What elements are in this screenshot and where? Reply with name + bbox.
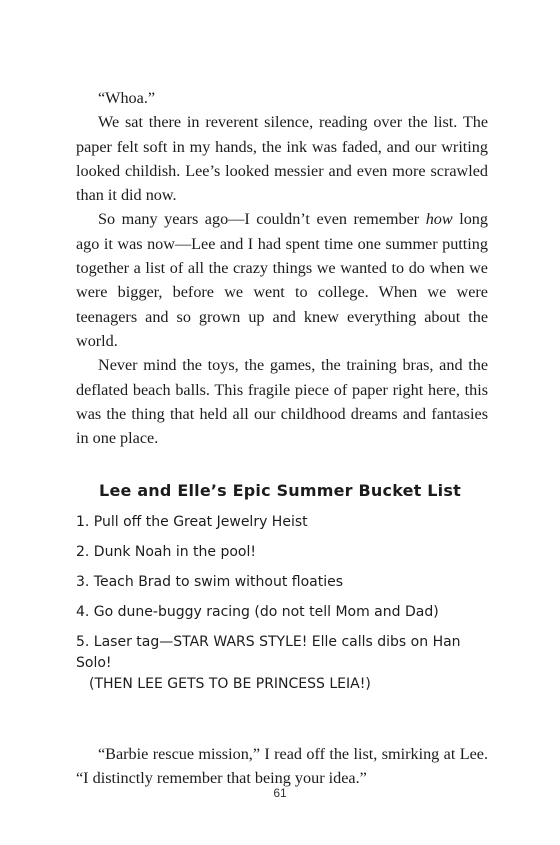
paragraph-barbie: “Barbie rescue mission,” I read off the list, smirking at Lee. “I distinctly remember that being your idea.” bbox=[76, 745, 488, 788]
paragraph-silence: We sat there in reverent silence, reading over the list. The paper felt soft in my hands, the ink was faded, and our writing looked childish. Lee’s looked messier and even more scrawled than it did now. bbox=[76, 113, 488, 205]
list-item: 1. Pull off the Great Jewelry Heist bbox=[76, 514, 308, 530]
paragraph-whoa: “Whoa.” bbox=[98, 89, 156, 107]
list-item: 3. Teach Brad to swim without floaties bbox=[76, 574, 344, 590]
paragraph-years-ago-end: long ago it was now—Lee and I had spent time one summer putting together a list of all the crazy things we wanted to do when we were bigger, before we went to college. When we were teenagers and so grown up and knew everything about the world. bbox=[76, 210, 488, 350]
emphasis-how: how bbox=[425, 210, 453, 229]
list-item bbox=[76, 632, 488, 695]
bucket-list bbox=[76, 512, 488, 704]
list-item-continuation: (THEN LEE GETS TO BE PRINCESS LEIA!) bbox=[89, 676, 371, 692]
closing-text bbox=[76, 742, 488, 791]
paragraph-never-mind: Never mind the toys, the games, the training bras, and the deflated beach balls. This fragile piece of paper right here, this was the thing that held all our childhood dreams and fantasies in one place. bbox=[76, 356, 488, 448]
list-item: 2. Dunk Noah in the pool! bbox=[76, 544, 256, 560]
bucket-list-title: Lee and Elle’s Epic Summer Bucket List bbox=[99, 481, 461, 500]
list-item-text: 5. Laser tag—STAR WARS STYLE! Elle calls dibs on Han Solo! bbox=[76, 634, 461, 671]
paragraph-years-ago bbox=[76, 207, 488, 353]
body-text bbox=[76, 86, 488, 450]
list-item: 4. Go dune-buggy racing (do not tell Mom and Dad) bbox=[76, 604, 439, 620]
paragraph-years-ago-start: So many years ago—I couldn’t even remember bbox=[98, 210, 426, 229]
page-number: 61 bbox=[273, 786, 287, 800]
